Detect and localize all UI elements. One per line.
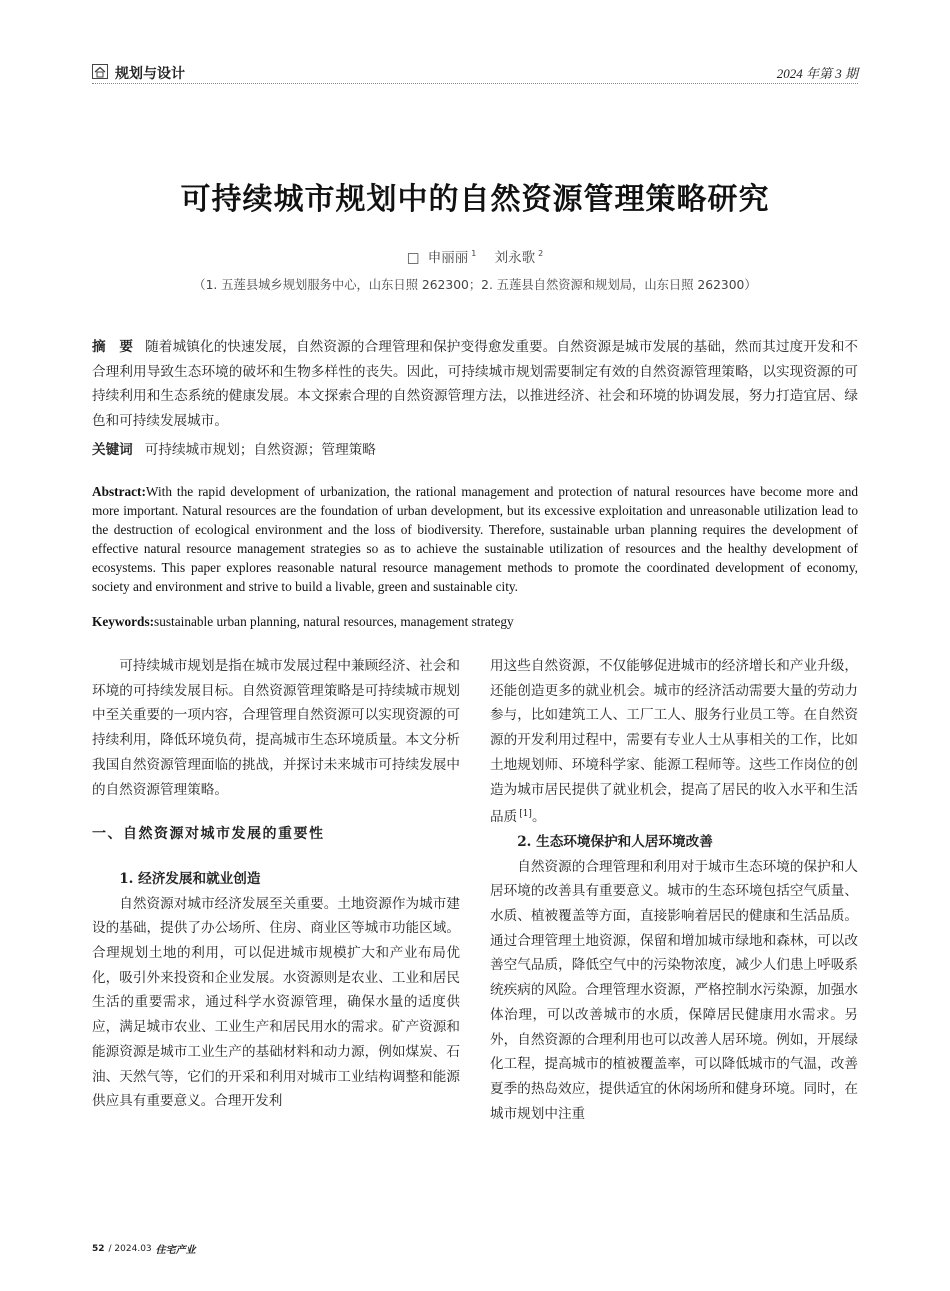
footer-date: / 2024.03: [108, 1243, 152, 1254]
subsection-2-heading: 2. 生态环境保护和人居环境改善: [517, 833, 713, 850]
author-1-affiliation-mark: 1: [471, 249, 477, 258]
subsection-1-paragraph: 自然资源对城市经济发展至关重要。土地资源作为城市建设的基础，提供了办公场所、住房、商业区等城市功能区域。合理规划土地的利用，可以促进城市规模扩大和产业布局优化，吸引外来投资和企业发展。水资源则是农业、工业和居民生活的重要需求，通过科学水资源管理，确保水量的适度供应，满足城市农业、工业生产和居民用水的需求。矿产资源和能源资源是城市工业生产的基础材料和动力源，例如煤炭、石油、天然气等，它们的开采和利用对城市工业结构调整和能源供应具有重要意义。合理开发利: [92, 895, 460, 1110]
body-column-right: [490, 654, 858, 1126]
keywords-cn-text: 可持续城市规划；自然资源；管理策略: [144, 442, 376, 458]
citation-1: [1]: [519, 809, 532, 820]
section-1-heading: 一、自然资源对城市发展的重要性: [92, 826, 325, 843]
journal-logo: 住宅产业: [155, 1245, 196, 1256]
keywords-cn-label: 关键词: [92, 442, 133, 458]
subsection-2-paragraph: 自然资源的合理管理和利用对于城市生态环境的保护和人居环境的改善具有重要意义。城市的生态环境包括空气质量、水质、植被覆盖等方面，直接影响着居民的健康和生活品质。通过合理管理土地资源，保留和增加城市绿地和森林，可以改善空气品质，降低空气中的污染物浓度，减少人们患上呼吸系统疾病的风险。合理管理水资源，严格控制水污染源，加强水体治理，可以改善城市的水质，保障居民健康用水需求。另外，自然资源的合理利用也可以改善人居环境。例如，开展绿化工程，提高城市的植被覆盖率，可以降低城市的气温，改善夏季的热岛效应，提供适宜的休闲场所和健身环境。同时，在城市规划中注重: [490, 858, 858, 1122]
abstract-cn-label: 摘 要: [92, 339, 134, 355]
keywords-en-label: Keywords:: [92, 614, 155, 629]
page-footer: [92, 1241, 196, 1256]
author-1: 申丽丽: [427, 250, 469, 266]
continued-paragraph: [490, 654, 858, 830]
abstract-en-label: Abstract:: [92, 484, 146, 499]
intro-paragraph: 可持续城市规划是指在城市发展过程中兼顾经济、社会和环境的可持续发展目标。自然资源管理策略是可持续城市规划中至关重要的一项内容，合理管理自然资源可以实现资源的可持续利用，降低环境负荷，提高城市生态环境质量。本文分析我国自然资源管理面临的挑战，并探讨未来城市可持续发展中的自然资源管理策略。: [92, 658, 460, 798]
continued-paragraph-end: 。: [531, 809, 546, 826]
section-name: 规划与设计: [115, 66, 185, 82]
author-line: [0, 246, 950, 266]
abstract-chinese: [92, 335, 858, 433]
keywords-en-text: sustainable urban planning, natural resources, management strategy: [154, 614, 514, 629]
keywords-english: [92, 614, 514, 630]
abstract-english: [92, 482, 858, 596]
continued-paragraph-text: 用这些自然资源，不仅能够促进城市的经济增长和产业升级，还能创造更多的就业机会。城市的经济活动需要大量的劳动力参与，比如建筑工人、工厂工人、服务行业员工等。在自然资源的开发利用过程中，需要有专业人士从事相关的工作，比如土地规划师、环境科学家、能源工程师等。这些工作岗位的创造为城市居民提供了就业机会，提高了居民的收入水平和生活品质: [490, 658, 858, 826]
author-marker: □: [406, 250, 420, 266]
page-number: 52: [92, 1243, 105, 1254]
abstract-cn-text: 随着城镇化的快速发展，自然资源的合理管理和保护变得愈发重要。自然资源是城市发展的基础，然而其过度开发和不合理利用导致生态环境的破坏和生物多样性的丧失。因此，可持续城市规划需要制定有效的自然资源管理策略，以实现资源的可持续利用和生态系统的健康发展。本文探索合理的自然资源管理方法，以推进经济、社会和环境的协调发展，努力打造宜居、绿色和可持续发展城市。: [92, 339, 859, 429]
author-2-affiliation-mark: 2: [538, 249, 544, 258]
subsection-1-heading: 1. 经济发展和就业创造: [119, 870, 261, 887]
running-header-section: [92, 63, 185, 83]
affiliations: （1. 五莲县城乡规划服务中心，山东日照 262300；2. 五莲县自然资源和规划局，山东日照 262300）: [193, 278, 757, 292]
issue-label: 2024 年第 3 期: [776, 66, 858, 81]
abstract-en-text: With the rapid development of urbanization, the rational management and protection of natural resources have become more and more important. Natural resources are the foundation of urban development, but its excessive exploitation and unreasonable utilization lead to the destruction of ecological environment and the loss of biodiversity. Therefore, sustainable urban planning requires the development of effective natural resource management strategies so as to achieve the sustainable utilization of resources and the healthy development of ecosystems. This paper explores reasonable natural resource management methods to promote the coordinated development of economy, society and environment and strive to build a livable, green and sustainable city.: [92, 484, 858, 594]
author-2: 刘永歌: [494, 250, 536, 266]
body-column-left: [92, 654, 460, 1114]
keywords-chinese: [92, 438, 376, 458]
house-icon: [92, 64, 108, 83]
header-divider: [92, 83, 858, 84]
article-title: 可持续城市规划中的自然资源管理策略研究: [180, 182, 770, 217]
